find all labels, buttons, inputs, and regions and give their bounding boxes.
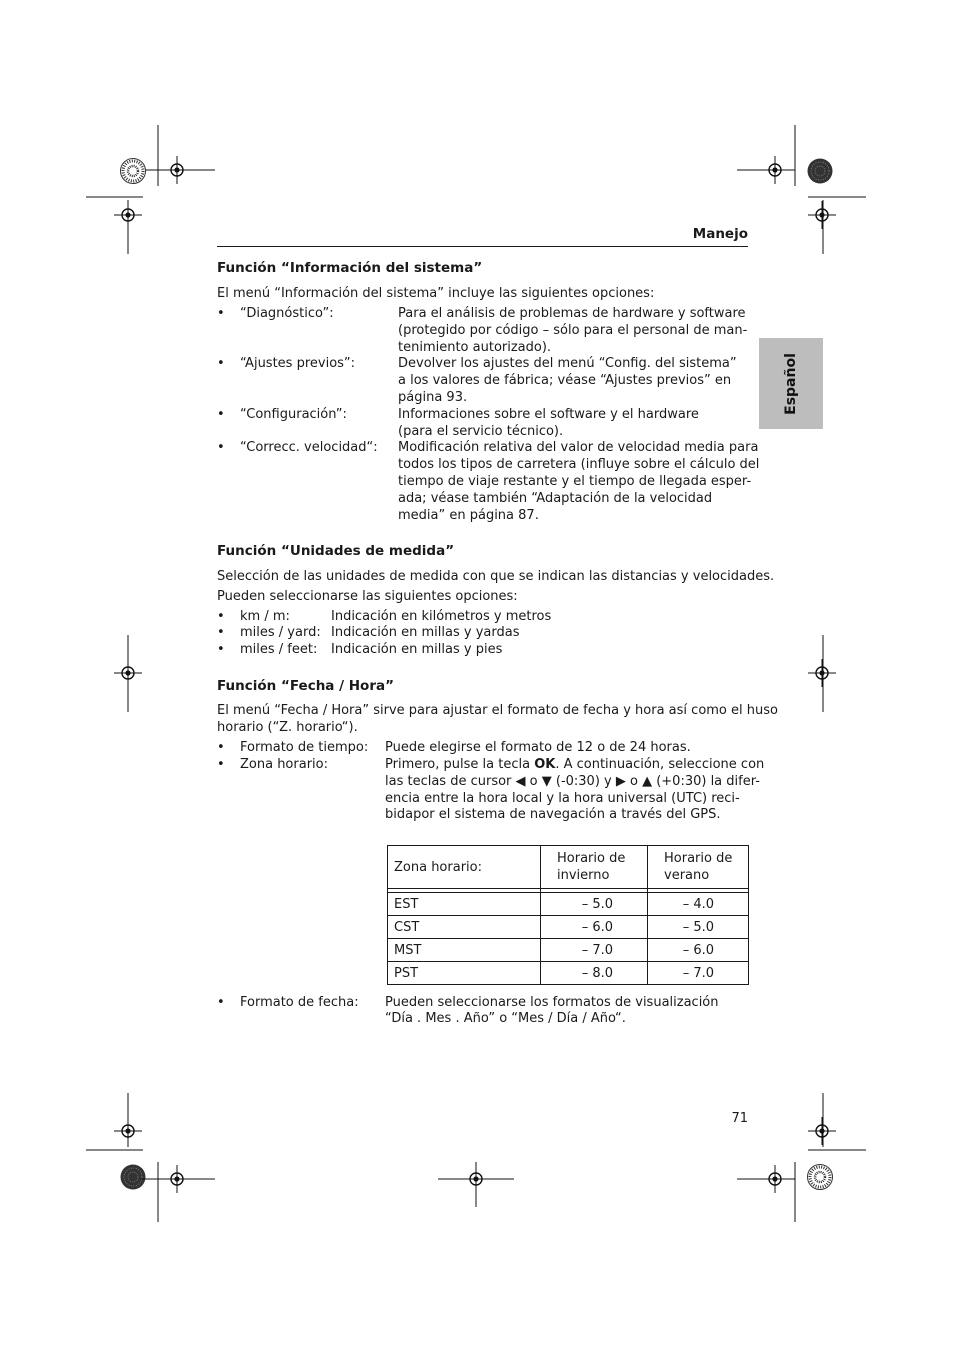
table-cell: – 8.0 <box>541 962 648 985</box>
section-intro: horario (“Z. horario“). <box>217 720 358 735</box>
item-term: km / m: <box>240 609 290 624</box>
table-cell: MST <box>388 939 541 962</box>
registration-star-icon <box>808 159 833 184</box>
item-desc-line: tenimiento autorizado). <box>398 340 552 355</box>
registration-star-icon <box>121 1165 146 1190</box>
bullet: • <box>217 440 225 455</box>
crosshair-icon <box>808 1117 836 1145</box>
section-heading-system-info: Función “Información del sistema” <box>217 260 483 276</box>
item-term: miles / feet: <box>240 642 318 657</box>
item-desc-line: “Día . Mes . Año” o “Mes / Día / Año“. <box>385 1011 626 1026</box>
table-cell: – 5.0 <box>648 916 749 939</box>
item-desc-line: Para el análisis de problemas de hardware y software <box>398 306 746 321</box>
item-desc-line: las teclas de cursor ◀ o ▼ (-0:30) y ▶ o ▲ (+0:30) la difer- <box>385 774 760 789</box>
section-intro: Selección de las unidades de medida con que se indican las distancias y velocidades. <box>217 569 775 584</box>
language-tab-label: Español <box>783 352 799 415</box>
table-cell: – 6.0 <box>648 939 749 962</box>
item-desc-line: Indicación en millas y pies <box>331 642 503 657</box>
bullet: • <box>217 625 225 640</box>
bullet: • <box>217 740 225 755</box>
header-line: Zona horario: <box>394 859 482 875</box>
item-term: “Ajustes previos”: <box>240 356 356 371</box>
item-term: miles / yard: <box>240 625 321 640</box>
section-heading-date-time: Función “Fecha / Hora” <box>217 678 394 694</box>
bullet: • <box>217 356 225 371</box>
table-cell: CST <box>388 916 541 939</box>
item-desc-line: media” en página 87. <box>398 508 539 523</box>
section-intro: Pueden seleccionarse las siguientes opciones: <box>217 589 518 604</box>
item-desc-line: ada; véase también “Adaptación de la velocidad <box>398 491 713 506</box>
table-cell: EST <box>388 893 541 916</box>
item-desc-line: Indicación en millas y yardas <box>331 625 520 640</box>
item-desc-line: bidapor el sistema de navegación a través del GPS. <box>385 807 721 822</box>
crosshair-icon <box>114 659 142 687</box>
crosshair-icon <box>808 201 836 229</box>
item-desc-line: Devolver los ajustes del menú “Config. del sistema” <box>398 356 737 371</box>
item-desc-line: (para el servicio técnico). <box>398 424 564 439</box>
crosshair-icon <box>761 1165 789 1193</box>
table-cell: – 5.0 <box>541 893 648 916</box>
item-desc-line: Indicación en kilómetros y metros <box>331 609 552 624</box>
item-desc-line: Informaciones sobre el software y el hardware <box>398 407 699 422</box>
item-desc-line: encia entre la hora local y la hora universal (UTC) reci- <box>385 791 740 806</box>
table-cell: – 7.0 <box>541 939 648 962</box>
bullet: • <box>217 407 225 422</box>
header-line: invierno <box>557 868 610 883</box>
item-desc-line: tiempo de viaje restante y el tiempo de llegada esper- <box>398 474 752 489</box>
item-term: “Diagnóstico”: <box>240 306 334 321</box>
item-desc-line: página 93. <box>398 390 468 405</box>
page-number: 71 <box>731 1111 748 1126</box>
bullet: • <box>217 306 225 321</box>
bullet: • <box>217 609 225 624</box>
crosshair-icon <box>163 1165 191 1193</box>
table-cell: PST <box>388 962 541 985</box>
crosshair-icon <box>808 659 836 687</box>
crosshair-icon <box>114 201 142 229</box>
registration-star-icon <box>121 159 146 184</box>
header-title: Manejo <box>692 226 748 242</box>
table-cell: – 7.0 <box>648 962 749 985</box>
item-desc-line: Modificación relativa del valor de velocidad media para <box>398 440 759 455</box>
ok-key: OK <box>534 757 556 772</box>
crosshair-icon <box>163 156 191 184</box>
registration-star-icon <box>808 1165 833 1190</box>
item-desc-line: (protegido por código – sólo para el personal de man- <box>398 323 748 338</box>
item-term: Formato de tiempo: <box>240 740 369 755</box>
section-intro: El menú “Información del sistema” incluye las siguientes opciones: <box>217 286 655 301</box>
crosshair-icon <box>761 156 789 184</box>
bullet: • <box>217 642 225 657</box>
item-desc-line: Pueden seleccionarse los formatos de visualización <box>385 995 719 1010</box>
desc-text: . A continuación, seleccione con <box>555 757 765 772</box>
crosshair-icon <box>462 1165 490 1193</box>
table-cell: – 4.0 <box>648 893 749 916</box>
header-line: Horario de <box>557 851 626 866</box>
bullet: • <box>217 757 225 772</box>
header-line: Horario de <box>664 851 733 866</box>
section-heading-units: Función “Unidades de medida” <box>217 543 455 559</box>
item-term: Formato de fecha: <box>240 995 359 1010</box>
table-cell: – 6.0 <box>541 916 648 939</box>
crosshair-icon <box>114 1117 142 1145</box>
section-intro: El menú “Fecha / Hora” sirve para ajustar el formato de fecha y hora así como el huso <box>217 703 778 718</box>
desc-text: Primero, pulse la tecla <box>385 757 535 772</box>
item-term: Zona horario: <box>240 757 328 772</box>
item-desc-line: Puede elegirse el formato de 12 o de 24 horas. <box>385 740 691 755</box>
item-term: “Configuración”: <box>240 407 347 422</box>
item-desc-line: todos los tipos de carretera (influye sobre el cálculo del <box>398 457 760 472</box>
item-term: “Correcc. velocidad“: <box>240 440 378 455</box>
bullet: • <box>217 995 225 1010</box>
item-desc-line: a los valores de fábrica; véase “Ajustes previos” en <box>398 373 732 388</box>
header-line: verano <box>664 868 710 883</box>
